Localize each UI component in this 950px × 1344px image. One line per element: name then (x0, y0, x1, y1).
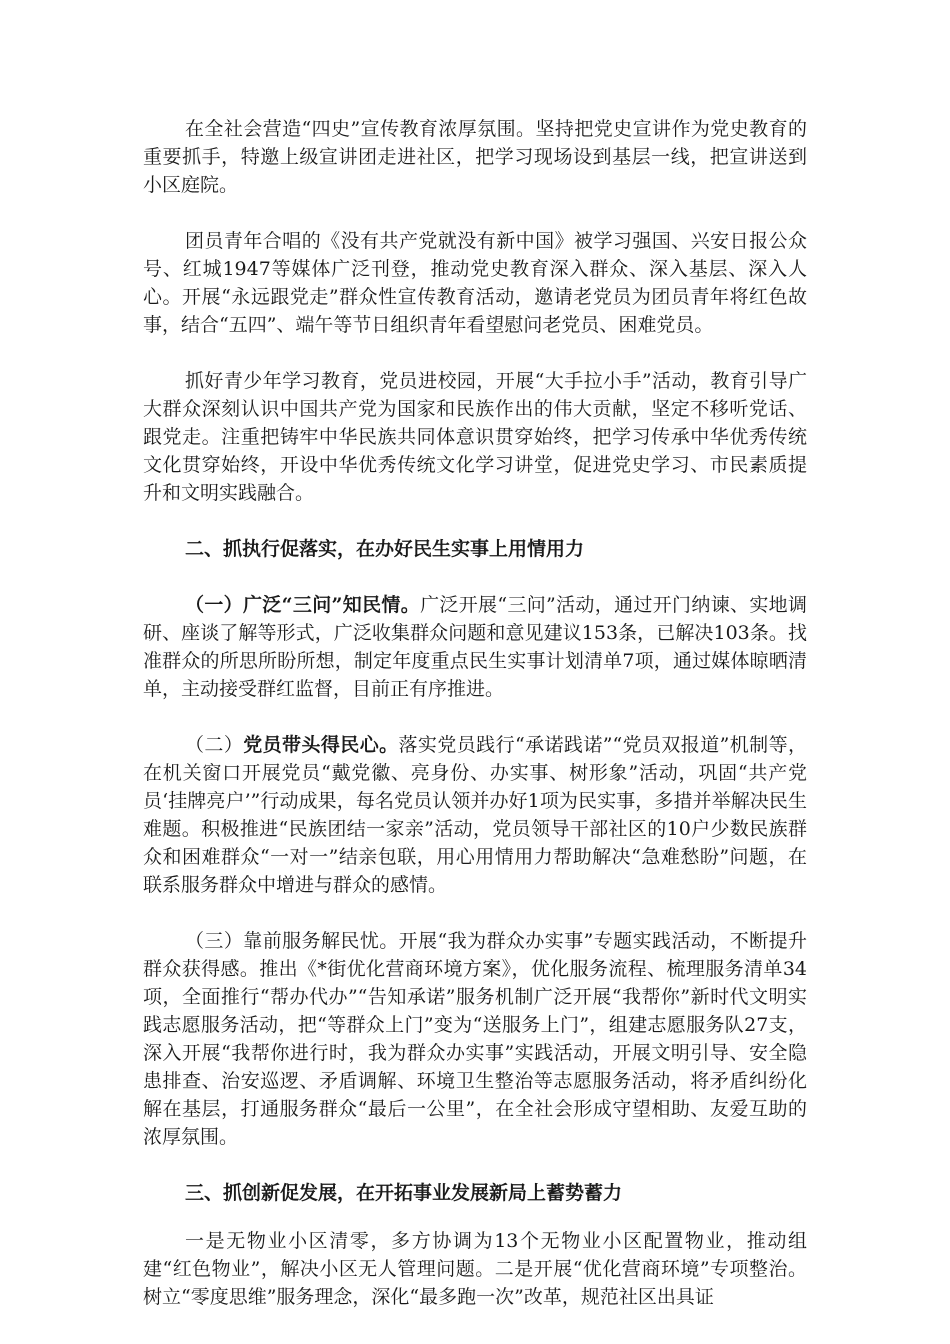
lead-party-members: 党员带头得民心。 (243, 734, 399, 756)
paragraph-property-management: 一是无物业小区清零，多方协调为13个无物业小区配置物业，推动组建“红色物业”，解决小区无人管理问题。二是开展“优化营商环境”专项整治。树立“零度思维”服务理念，深化“最多跑一次”改革，规范社区出具证 (143, 1230, 807, 1308)
paragraph-party-members (143, 731, 807, 899)
body-three-questions: 广泛开展“三问”活动，通过开门纳谏、实地调研、座谈了解等形式，广泛收集群众问题和意见建议153条，已解决103条。找准群众的所思所盼所想，制定年度重点民生实事计划清单7项，通过媒体晾晒清单，主动接受群红监督，目前正有序推进。 (143, 594, 807, 700)
paragraph-youth-chorus: 团员青年合唱的《没有共产党就没有新中国》被学习强国、兴安日报公众号、红城1947等媒体广泛刊登，推动党史教育深入群众、深入基层、深入人心。开展“永远跟党走”群众性宣传教育活动，邀请老党员为团员青年将红色故事，结合“五四”、端午等节日组织青年看望慰问老党员、困难党员。 (143, 230, 807, 336)
section-heading-three: 三、抓创新促发展，在开拓事业发展新局上蓄势蓄力 (185, 1182, 623, 1204)
body-party-members: 落实党员践行“承诺践诺”“党员双报道”机制等，在机关窗口开展党员“戴党徽、亮身份、办实事、树形象”活动，巩固“共产党员‘挂牌亮户’”行动成果，每名党员认领并办好1项为民实事，多措并举解决民生难题。积极推进“民族团结一家亲”活动，党员领导干部社区的10户少数民族群众和困难群众“一对一”结亲包联，用心用情用力帮助解决“急难愁盼”问题，在联系服务群众中增进与群众的感情。 (143, 734, 807, 896)
section-heading-two: 二、抓执行促落实，在办好民生实事上用情用力 (185, 538, 585, 560)
prefix-party-members: （二） (185, 734, 244, 756)
lead-three-questions: （一）广泛“三问”知民情。 (185, 594, 421, 616)
document-page (143, 115, 807, 1311)
paragraph-four-histories: 在全社会营造“四史”宣传教育浓厚氛围。坚持把党史宣讲作为党史教育的重要抓手，特邀上级宣讲团走进社区，把学习现场设到基层一线，把宣讲送到小区庭院。 (143, 118, 807, 196)
paragraph-youth-education: 抓好青少年学习教育，党员进校园，开展“大手拉小手”活动，教育引导广大群众深刻认识中国共产党为国家和民族作出的伟大贡献，坚定不移听党话、跟党走。注重把铸牢中华民族共同体意识贯穿始终，把学习传承中华优秀传统文化贯穿始终，开设中华优秀传统文化学习讲堂，促进党史学习、市民素质提升和文明实践融合。 (143, 370, 807, 504)
paragraph-three-questions (143, 591, 807, 703)
paragraph-service: （三）靠前服务解民忧。开展“我为群众办实事”专题实践活动，不断提升群众获得感。推出《*街优化营商环境方案》，优化服务流程、梳理服务清单34项，全面推行“帮办代办”“告知承诺”服务机制广泛开展“我帮你”新时代文明实践志愿服务活动，把“等群众上门”变为“送服务上门”，组建志愿服务队27支，深入开展“我帮你进行时，我为群众办实事”实践活动，开展文明引导、安全隐患排查、治安巡逻、矛盾调解、环境卫生整治等志愿服务活动，将矛盾纠纷化解在基层，打通服务群众“最后一公里”，在全社会形成守望相助、友爱互助的浓厚氛围。 (143, 930, 807, 1148)
